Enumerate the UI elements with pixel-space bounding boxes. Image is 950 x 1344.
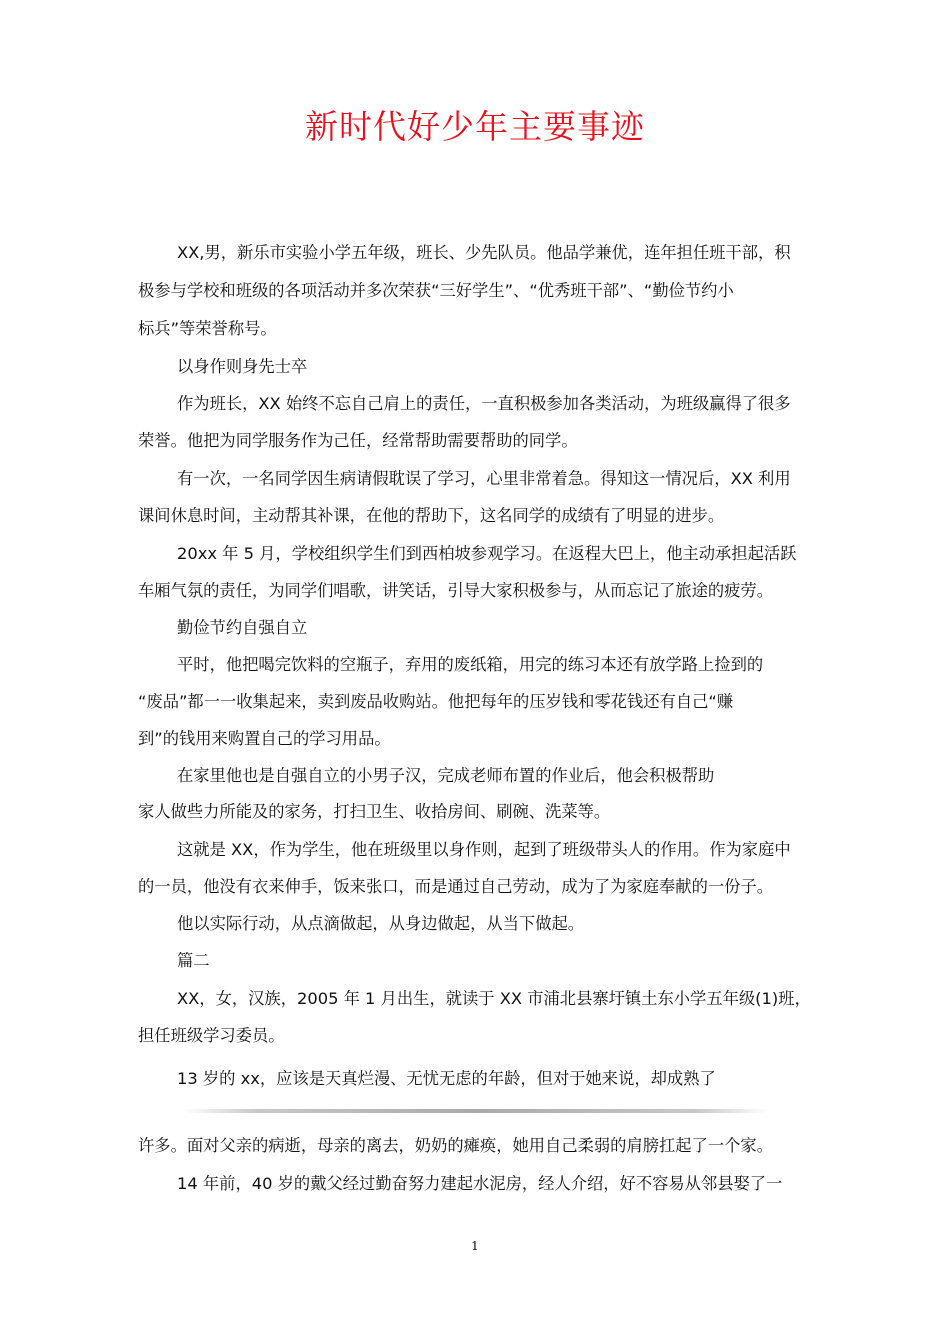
section-heading: 勤俭节约自强自立 <box>177 618 308 637</box>
paragraph-line: XX，女，汉族，2005 年 1 月出生，就读于 XX 市浦北县寨圩镇土东小学五年级(1)班， <box>177 989 811 1008</box>
paragraph-line: 的一员，他没有衣来伸手，饭来张口，而是通过自己劳动，成为了为家庭奉献的一份子。 <box>138 877 773 896</box>
paragraph-line: 14 年前，40 岁的戴父经过勤奋努力建起水泥房，经人介绍，好不容易从邻县娶了一 <box>177 1174 783 1193</box>
paragraph-line: 平时，他把喝完饮料的空瓶子，弃用的废纸箱，用完的练习本还有放学路上捡到的 <box>177 655 764 674</box>
document-title: 新时代好少年主要事迹 <box>305 107 645 146</box>
paragraph-line: 家人做些力所能及的家务，打扫卫生、收拾房间、刷碗、洗菜等。 <box>138 802 611 821</box>
paragraph-line: 在家里他也是自强自立的小男子汉，完成老师布置的作业后，他会积极帮助 <box>177 766 715 785</box>
paragraph-line: 20xx 年 5 月，学校组织学生们到西柏坡参观学习。在返程大巴上，他主动承担起活跃 <box>177 544 797 563</box>
paragraph-line: 课间休息时间，主动帮其补课，在他的帮助下，这名同学的成绩有了明显的进步。 <box>138 506 725 525</box>
section-heading: 篇二 <box>177 951 210 970</box>
paragraph-line: 有一次，一名同学因生病请假耽误了学习，心里非常着急。得知这一情况后，XX 利用 <box>177 469 791 488</box>
paragraph-line: 极参与学校和班级的各项活动并多次荣获“三好学生”、“优秀班干部”、“勤俭节约小 <box>138 281 734 300</box>
paragraph-line: 13 岁的 xx，应该是天真烂漫、无忧无虑的年龄，但对于她来说，却成熟了 <box>177 1069 716 1088</box>
paragraph-line: 作为班长，XX 始终不忘自己肩上的责任，一直积极参加各类活动，为班级赢得了很多 <box>177 394 791 413</box>
page-break-separator <box>184 1109 768 1113</box>
paragraph-line: 这就是 XX，作为学生，他在班级里以身作则，起到了班级带头人的作用。作为家庭中 <box>177 840 791 859</box>
paragraph-line: 他以实际行动，从点滴做起，从身边做起，从当下做起。 <box>177 914 585 933</box>
paragraph-line: 荣誉。他把为同学服务作为己任，经常帮助需要帮助的同学。 <box>138 431 578 450</box>
paragraph-line: 车厢气氛的责任，为同学们唱歌，讲笑话，引导大家积极参与，从而忘记了旅途的疲劳。 <box>138 581 773 600</box>
paragraph-line: 到”的钱用来购置自己的学习用品。 <box>138 729 391 748</box>
section-heading: 以身作则身先士卒 <box>177 357 308 376</box>
paragraph-line: 标兵”等荣誉称号。 <box>138 319 277 338</box>
paragraph-line: XX,男，新乐市实验小学五年级，班长、少先队员。他品学兼优，连年担任班干部，积 <box>177 243 791 262</box>
paragraph-line: 许多。面对父亲的病逝，母亲的离去，奶奶的瘫痪，她用自己柔弱的肩膀扛起了一个家。 <box>138 1136 773 1155</box>
page-number: 1 <box>471 1239 479 1253</box>
paragraph-line: “废品”都一一收集起来，卖到废品收购站。他把每年的压岁钱和零花钱还有自己“赚 <box>138 692 734 711</box>
paragraph-line: 担任班级学习委员。 <box>138 1026 285 1045</box>
